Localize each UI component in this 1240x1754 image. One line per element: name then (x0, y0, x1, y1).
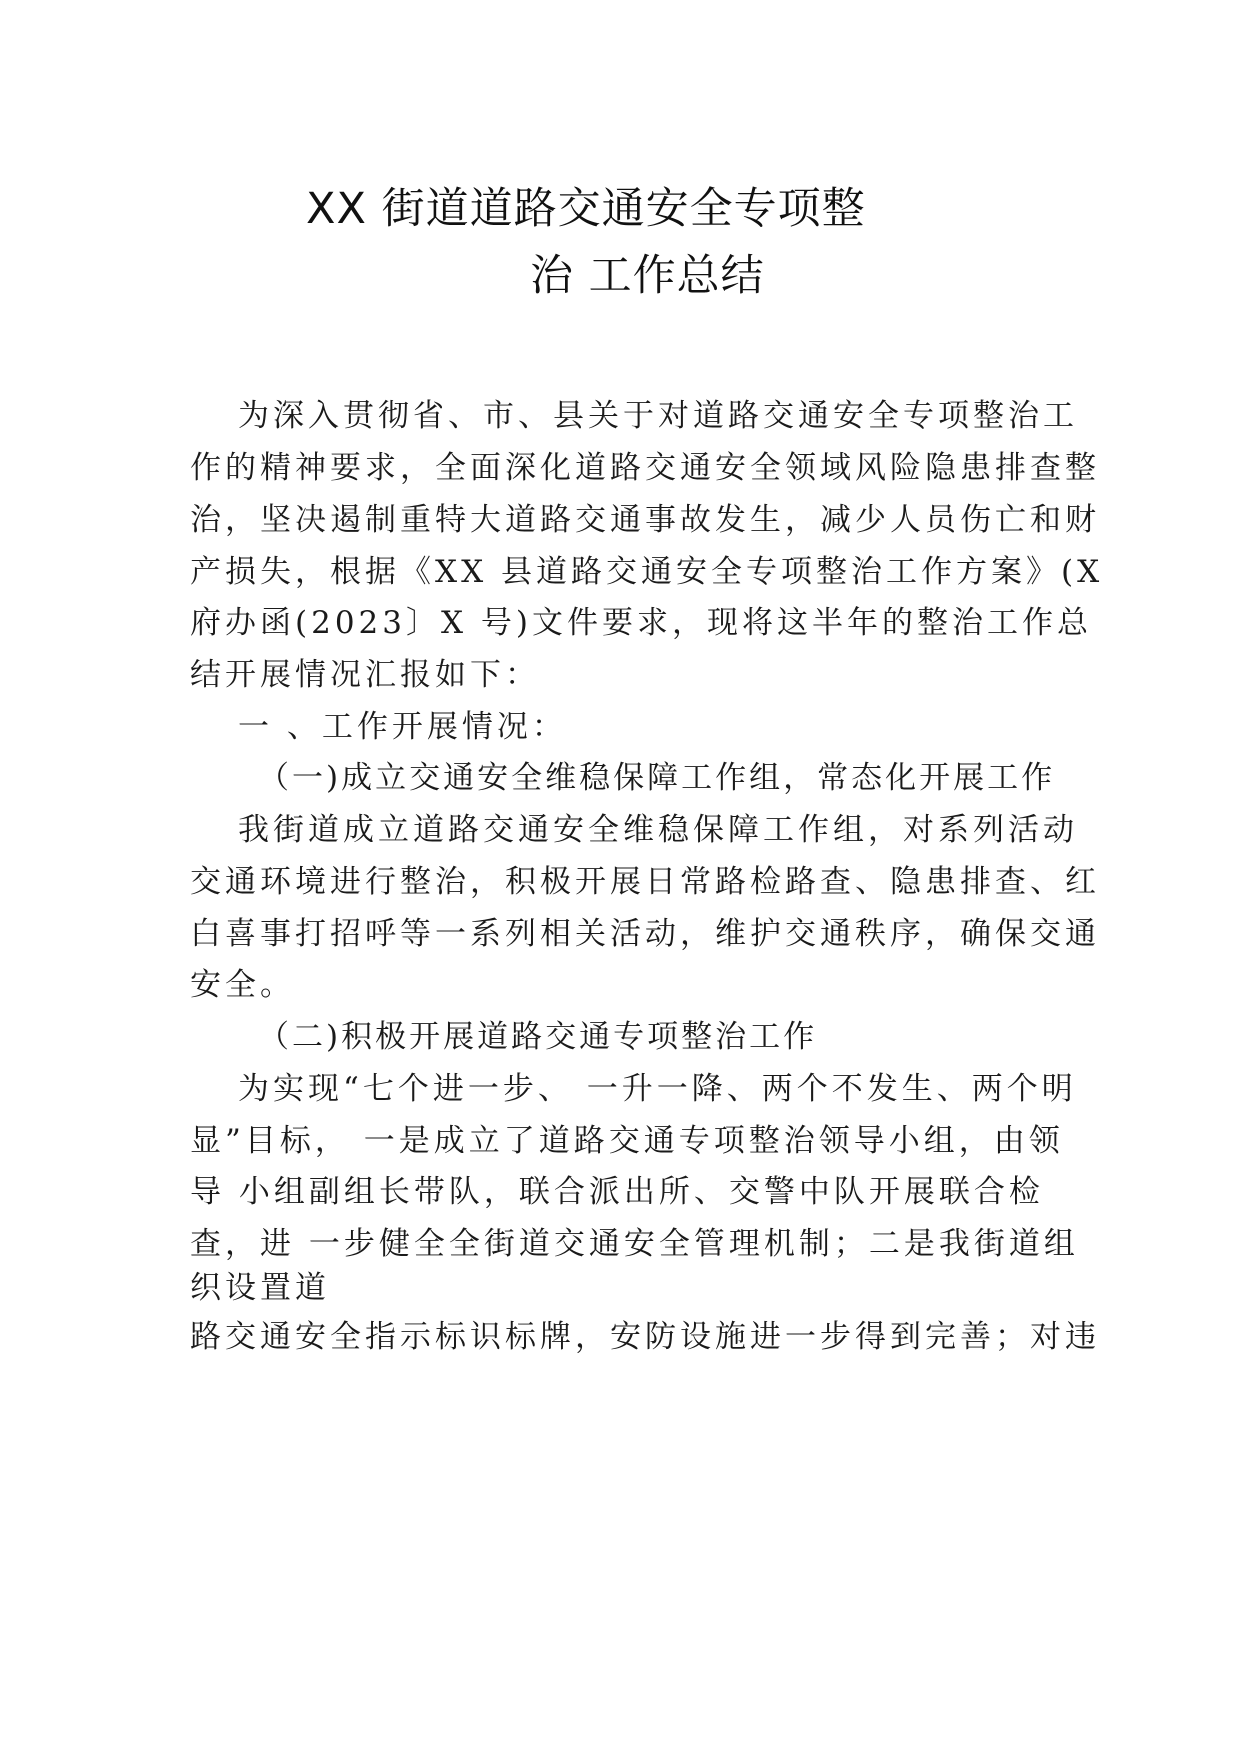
paragraph-3-line-6: 路交通安全指示标识标牌，安防设施进一步得到完善；对违 (190, 1319, 1100, 1355)
paragraph-1-line-1: 为深入贯彻省、市、县关于对道路交通安全专项整治工 (238, 398, 1078, 434)
paragraph-3-line-4: 查，进 一步健全全街道交通安全管理机制；二是我街道组 (190, 1226, 1079, 1262)
paragraph-2-line-4: 安全。 (190, 967, 295, 1003)
paragraph-3-line-5: 织设置道 (190, 1270, 330, 1306)
paragraph-3-line-3: 导 小组副组长带队，联合派出所、交警中队开展联合检 (190, 1174, 1044, 1210)
subsection-2-heading: （二)积极开展道路交通专项整治工作 (258, 1019, 818, 1055)
paragraph-1-line-4: 产损失，根据《XX 县道路交通安全专项整治工作方案》(X (190, 554, 1104, 590)
document-title-line-1: XX 街道道路交通安全专项整 (306, 184, 866, 234)
subsection-1-heading: （一)成立交通安全维稳保障工作组，常态化开展工作 (258, 760, 1056, 796)
paragraph-1-line-2: 作的精神要求，全面深化道路交通安全领域风险隐患排查整 (190, 450, 1100, 486)
paragraph-2-line-2: 交通环境进行整治，积极开展日常路检路查、隐患排查、红 (190, 864, 1100, 900)
paragraph-1-line-3: 治，坚决遏制重特大道路交通事故发生，减少人员伤亡和财 (190, 502, 1100, 538)
paragraph-3-line-2: 显”目标， 一是成立了道路交通专项整治领导小组，由领 (190, 1123, 1064, 1159)
paragraph-1-line-6: 结开展情况汇报如下： (190, 657, 540, 693)
document-title-line-2: 治 工作总结 (530, 251, 765, 301)
paragraph-3-line-1: 为实现“七个进一步、 一升一降、两个不发生、两个明 (238, 1071, 1077, 1107)
paragraph-1-line-5: 府办函(2023〕X 号)文件要求，现将这半年的整治工作总 (190, 605, 1093, 641)
paragraph-2-line-1: 我街道成立道路交通安全维稳保障工作组，对系列活动 (238, 812, 1078, 848)
section-1-heading: 一 、工作开展情况： (238, 709, 567, 745)
paragraph-2-line-3: 白喜事打招呼等一系列相关活动，维护交通秩序，确保交通 (190, 916, 1100, 952)
